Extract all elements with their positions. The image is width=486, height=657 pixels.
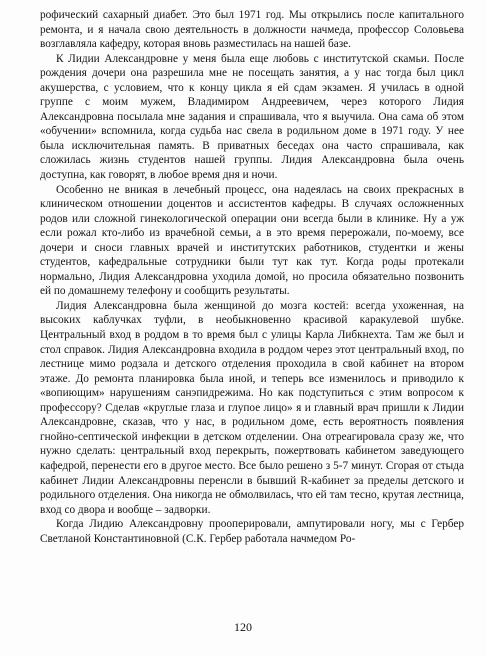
body-text bbox=[40, 8, 464, 546]
paragraph-3: Особенно не вникая в лечебный процесс, она надеялась на своих прекрасных в клиническом отношении доцентов и ассистентов кафедры. В случаях осложненных родов или сложной гинекологической операции они всегда были в клинике. Ну а уж если рожал кто-либо из врачебной семьи, а в это время перерожали, по-моему, все дочери и сноси главных врачей и институтских работников, студентки и жены студентов, кафедральные сотрудники были тут как тут. Когда роды протекали нормально, Лидия Александровна уходила домой, но просила обязательно позвонить ей по домашнему телефону и сообщить результаты. bbox=[40, 183, 464, 298]
paragraph-2: К Лидии Александровне у меня была еще любовь с институтской скамьи. После рождения дочери она разрешила мне не посещать занятия, а у нас тогда был цикл акушерства, с условием, что к концу цикла я ей сдам экзамен. Я училась в одной группе с моим мужем, Владимиром Андреевичем, через которого Лидия Александровна посылала мне задания и спрашивала, что я выучила. Она сама об этом «обучении» вспомнила, когда судьба нас свела в родильном доме в 1971 году. У нее была исключительная память. В приватных беседах она часто спрашивала, как сложилась жизнь студентов нашей группы. Лидия Александровна была очень доступна, как говорят, в любое время дня и ночи. bbox=[40, 52, 464, 182]
page-number: 120 bbox=[234, 620, 252, 634]
paragraph-4: Лидия Александровна была женщиной до мозга костей: всегда ухоженная, на высоких каблучках туфли, в необыкновенно красивой каракулевой шубке. Центральный вход в роддом в то время был с улицы Карла Либкнехта. Там же был и стол справок. Лидия Александровна входила в роддом через этот центральный вход, по лестнице мимо родзала и детского отделения проходила в свой кабинет на втором этаже. До ремонта планировка была иной, и теперь все изменилось и приводило к «вопиющим» нарушениям санэпидрежима. Но как подступиться с этим вопросом к профессору? Сделав «круглые глаза и глупое лицо» я и главный врач пришли к Лидии Александровне, сказав, что у нас, в родильном доме, есть вероятность появления гнойно-септической инфекции в детском отделении. Она отреагировала сразу же, что нужно сделать: центральный вход перекрыть, пожертвовать кабинетом заведующего кафедрой, перенести его в другое место. Все было решено з 5-7 минут. Сгорая от стыда кабинет Лидии Александровны перенсли в бывший R-кабинет за пределы детского и родильного отделения. Она никогда не обмолвилась, что ей там тесно, крутая лестница, вход со двора и вообще – задворки. bbox=[40, 299, 464, 516]
paragraph-1: рофический сахарный диабет. Это был 1971 год. Мы открылись после капитального ремонта, и я начала свою деятельность в должности начмеда, профессор Соловьева возглавляла кафедру, которая вновь разместилась на нашей базе. bbox=[40, 9, 464, 51]
paragraph-5: Когда Лидию Александровну прооперировали, ампутировали ногу, мы с Гербер Светланой Константиновной (С.К. Гербер работала начмедом Ро- bbox=[40, 518, 464, 545]
